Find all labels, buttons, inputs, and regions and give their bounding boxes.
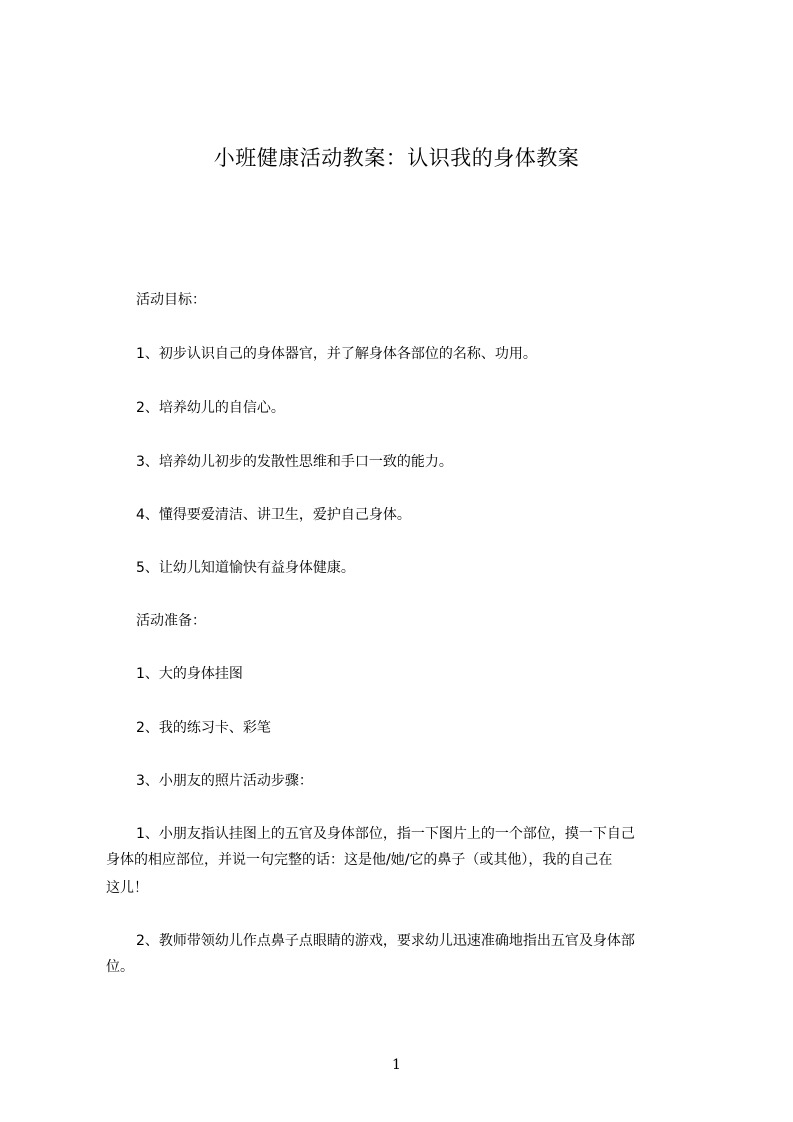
step-1-line-3: 这儿！	[106, 880, 148, 896]
objective-item-3: 3、培养幼儿初步的发散性思维和手口一致的能力。	[136, 454, 453, 470]
step-2-line-2: 位。	[106, 959, 134, 975]
preparation-item-3: 3、小朋友的照片活动步骤：	[136, 773, 313, 789]
page-number: 1	[392, 1057, 401, 1073]
preparation-item-1: 1、大的身体挂图	[136, 666, 243, 682]
preparation-item-2: 2、我的练习卡、彩笔	[136, 720, 271, 736]
step-1-line-2: 身体的相应部位，并说一句完整的话：这是他/她/它的鼻子（或其他），我的自己在	[106, 852, 613, 868]
objective-item-1: 1、初步认识自己的身体器官，并了解身体各部位的名称、功用。	[136, 346, 537, 362]
section-heading-preparation: 活动准备：	[136, 613, 206, 629]
section-heading-objectives: 活动目标：	[136, 292, 206, 308]
step-2-line-1: 2、教师带领幼儿作点鼻子点眼睛的游戏，要求幼儿迅速准确地指出五官及身体部	[136, 933, 635, 949]
objective-item-2: 2、培养幼儿的自信心。	[136, 400, 285, 416]
objective-item-4: 4、懂得要爱清洁、讲卫生，爱护自己身体。	[136, 507, 411, 523]
objective-item-5: 5、让幼儿知道愉快有益身体健康。	[136, 560, 355, 576]
step-1-line-1: 1、小朋友指认挂图上的五官及身体部位，指一下图片上的一个部位，摸一下自己	[136, 826, 635, 842]
document-title: 小班健康活动教案：认识我的身体教案	[213, 146, 580, 170]
